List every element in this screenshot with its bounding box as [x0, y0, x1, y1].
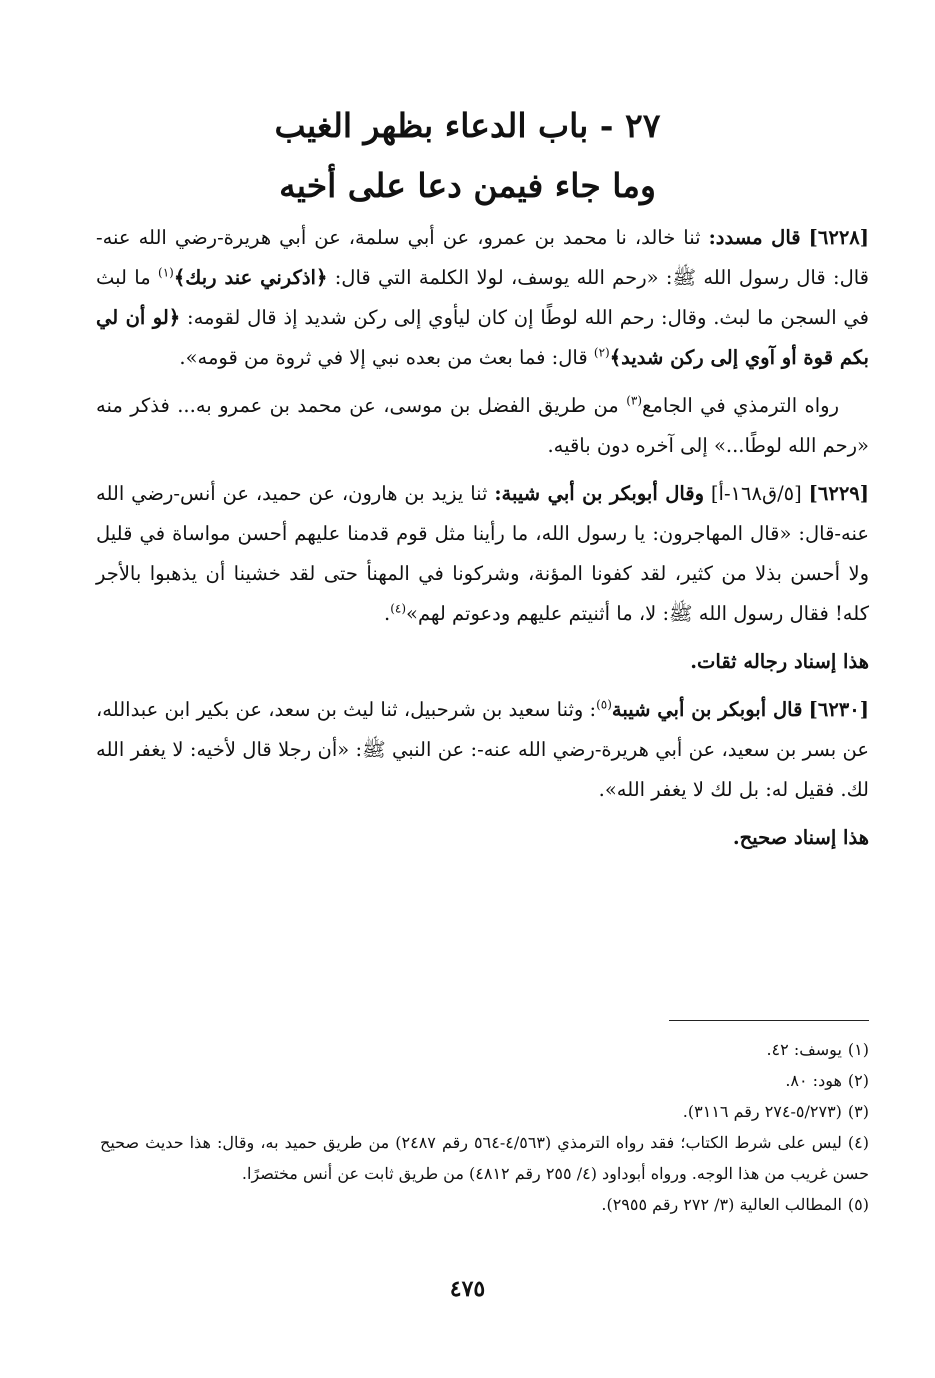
footnote-text: ليس على شرط الكتاب؛ فقد رواه الترمذي (٤/٥٦٣-٥٦٤ رقم ٢٤٨٧) من طريق حميد به، وقال: هذا حديث صحيح حسن غريب من هذا الوجه. ورواه أبوداود (٤/ ٢٥٥ رقم ٤٨١٢) من طريق ثابت عن أنس مختصرًا.	[100, 1133, 869, 1183]
manuscript-ref: [٥/ق١٦٨-أ]	[710, 482, 802, 505]
footnote-text: المطالب العالية (٣/ ٢٧٢ رقم ٢٩٥٥).	[601, 1195, 842, 1214]
footnote-number: (٣)	[847, 1102, 869, 1121]
footnote	[100, 1127, 869, 1189]
hadith-number: [٦٢٣٠]	[808, 698, 869, 721]
footnote	[100, 1189, 869, 1220]
isnad-verdict: هذا إسناد رجاله ثقات.	[690, 650, 869, 673]
footnote-ref[interactable]: (٣)	[626, 393, 643, 408]
hadith-number: [٦٢٢٨]	[808, 226, 870, 249]
hadith-6229	[96, 474, 869, 634]
footnote	[100, 1096, 869, 1127]
footnote-ref[interactable]: (٥)	[596, 697, 612, 712]
hadith-narrator: قال أبوبكر بن أبي شيبة	[611, 698, 803, 721]
footnote	[100, 1065, 869, 1096]
page-number: ٤٧٥	[449, 1276, 486, 1302]
hadith-text-end: .	[383, 602, 391, 625]
hadith-narrator: وقال أبوبكر بن أبي شيبة:	[494, 482, 705, 505]
hadith-text: : وثنا سعيد بن شرحبيل، ثنا ليث بن سعد، عن بكير ابن عبدالله، عن بسر بن سعيد، عن أبي هريرة-رضي الله عنه-: عن النبي ﷺ: «أن رجلا قال لأخيه: لا يغفر الله لك. فقيل له: بل لك لا يغفر الله».	[96, 698, 869, 801]
main-text	[96, 218, 869, 866]
hadith-text: ما لبث في السجن ما لبث. وقال: رحم الله لوطًا إن كان ليأوي إلى ركن شديد إذ قال لقومه:	[96, 266, 869, 329]
quran-quote: ﴿لو أن لي بكم قوة أو آوي إلى ركن شديد﴾	[96, 306, 869, 369]
chapter-title	[100, 96, 835, 216]
hadith-narrator: قال مسدد:	[708, 226, 801, 249]
chapter-title-line-1: ٢٧ - باب الدعاء بظهر الغيب	[274, 106, 661, 145]
hadith-text: ثنا يزيد بن هارون، عن حميد، عن أنس-رضي الله عنه-قال: «قال المهاجرون: يا رسول الله، ما رأينا مثل قوم قدمنا عليهم أحسن مواساة في قليل ولا أحسن بذلا من كثير، لقد كفونا المؤنة، وشركونا في المهنأ حتى لقد خشينا أن يذهبوا بالأجر كله! فقال رسول الله ﷺ: لا، ما أثنيتم عليهم ودعوتم لهم»	[96, 482, 869, 625]
quran-quote: ﴿اذكرني عند ربك﴾	[173, 266, 328, 289]
footnote-number: (٤)	[847, 1133, 870, 1152]
isnad-verdict: هذا إسناد صحيح.	[732, 826, 869, 849]
chapter-title-line-2: وما جاء فيمن دعا على أخيه	[279, 166, 656, 205]
footnote-separator	[669, 1020, 869, 1021]
footnote-text: (٥/٢٧٣-٢٧٤ رقم ٣١١٦).	[682, 1102, 842, 1121]
footnote-number: (٢)	[847, 1071, 869, 1090]
footnotes	[100, 1034, 869, 1220]
footnote-text: هود: ٨٠.	[785, 1071, 842, 1090]
footnote-ref[interactable]: (١)	[158, 265, 174, 280]
note-text: من طريق الفضل بن موسى، عن محمد بن عمرو به... فذكر منه «رحم الله لوطًا...» إلى آخره دون باقيه.	[96, 394, 869, 457]
footnote-number: (١)	[847, 1040, 869, 1059]
tirmidhi-note	[96, 386, 869, 466]
hadith-6230	[96, 690, 869, 810]
hadith-text: قال: فما بعث من بعده نبي إلا في ثروة من قومه».	[179, 346, 588, 369]
hadith-text: ثنا خالد، نا محمد بن عمرو، عن أبي سلمة، عن أبي هريرة-رضي الله عنه-قال: قال رسول الله ﷺ: «رحم الله يوسف، لولا الكلمة التي قال:	[96, 226, 870, 289]
note-text: رواه الترمذي في الجامع	[642, 394, 840, 417]
footnote-ref[interactable]: (٤)	[390, 601, 407, 616]
footnote-text: يوسف: ٤٢.	[766, 1040, 842, 1059]
hadith-6228	[96, 218, 869, 378]
hadith-number: [٦٢٢٩]	[808, 482, 870, 505]
footnote	[100, 1034, 869, 1065]
footnote-number: (٥)	[847, 1195, 869, 1214]
footnote-ref[interactable]: (٢)	[593, 345, 610, 360]
